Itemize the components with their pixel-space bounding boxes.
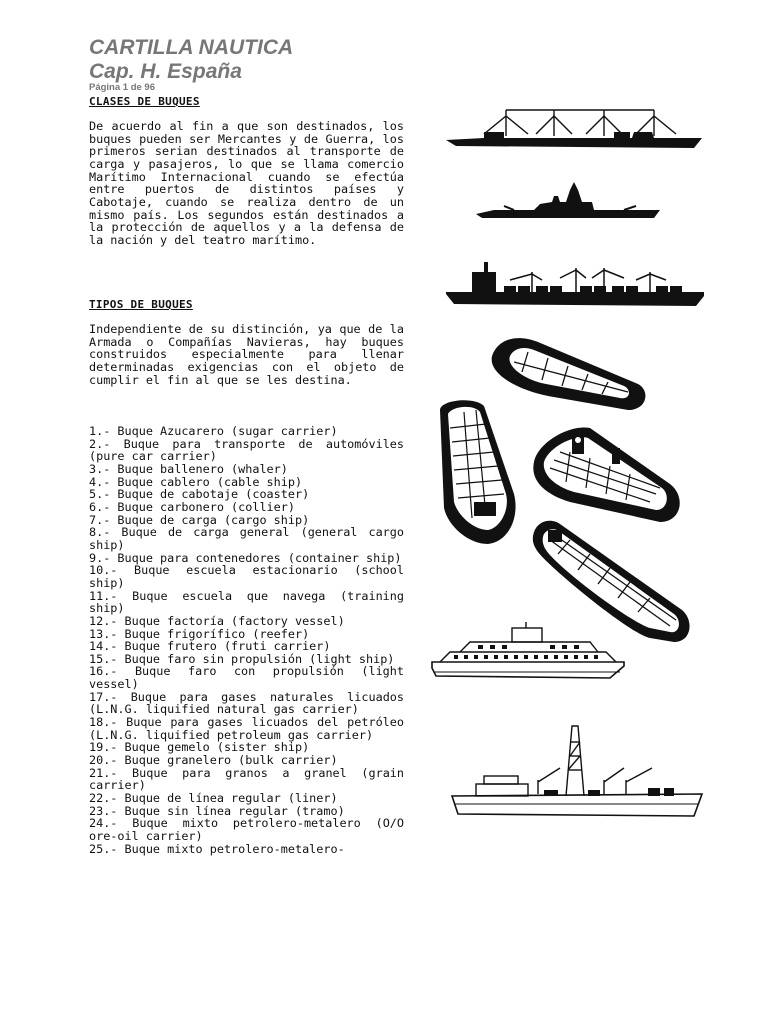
ship-type-item: 7.- Buque de carga (cargo ship) bbox=[89, 512, 310, 527]
ship-type-item: 2.- Buque para transporte de automóviles (pure car carrier) bbox=[89, 436, 404, 464]
ship-type-item: 24.- Buque mixto petrolero-metalero (O/O ore-oil carrier) bbox=[89, 816, 404, 843]
ship-type-item: 10.- Buque escuela estacionario (school ship) bbox=[89, 563, 404, 590]
ship-type-item: 13.- Buque frigorífico (reefer) bbox=[89, 626, 310, 641]
drilling-ship-illustration bbox=[448, 720, 704, 824]
ship-type-item: 16.- Buque faro con propulsión (light vessel) bbox=[89, 664, 404, 692]
ferry-side-view-illustration bbox=[430, 622, 626, 686]
warship-silhouette-illustration bbox=[474, 180, 662, 222]
ship-type-item: 18.- Buque para gases licuados del petróleo (L.N.G. liquified petroleum gas carrier) bbox=[89, 715, 404, 742]
ship-type-item: 20.- Buque granelero (bulk carrier) bbox=[89, 753, 338, 768]
ship-type-item: 21.- Buque para granos a granel (grain carrier) bbox=[89, 765, 404, 793]
ship-type-item: 15.- Buque faro sin propulsión (light ship) bbox=[89, 651, 395, 666]
ship-type-item: 12.- Buque factoría (factory vessel) bbox=[89, 613, 345, 628]
container-cargo-ship-illustration bbox=[444, 258, 706, 310]
passenger-ferry-illustration bbox=[530, 422, 686, 526]
ship-type-item: 19.- Buque gemelo (sister ship) bbox=[89, 740, 310, 755]
paragraph-clases: De acuerdo al fin a que son destinados, los buques pueden ser Mercantes y de Guerra, los primeros serian destinados al transporte de carga y pasajeros, lo que se llama comercio Marítimo Internacional cuando se efectúa entre puertos de distintos países y Cabotaje, cuando se realiza dentro de un mismo país. Los segundos están destinados a la protección de aquellos y a la defensa de la nación y del teatro marítimo. bbox=[89, 119, 404, 247]
page-indicator: Página 1 de 96 bbox=[89, 82, 156, 93]
ship-type-item: 1.- Buque Azucarero (sugar carrier) bbox=[89, 424, 338, 438]
document-subtitle: Cap. H. España bbox=[89, 60, 242, 83]
ship-type-item: 23.- Buque sin línea regular (tramo) bbox=[89, 803, 345, 818]
ship-type-item: 4.- Buque cablero (cable ship) bbox=[89, 474, 303, 489]
ship-type-item: 25.- Buque mixto petrolero-metalero- bbox=[89, 841, 345, 856]
ship-type-item: 3.- Buque ballenero (whaler) bbox=[89, 461, 288, 476]
ship-types-list bbox=[89, 425, 404, 855]
ship-type-item: 14.- Buque frutero (fruti carrier) bbox=[89, 639, 331, 654]
ship-type-item: 11.- Buque escuela que navega (training ship) bbox=[89, 588, 404, 616]
ship-type-item: 8.- Buque de carga general (general cargo ship) bbox=[89, 525, 404, 552]
section-heading-clases: CLASES DE BUQUES bbox=[89, 95, 200, 108]
ship-type-item: 6.- Buque carbonero (collier) bbox=[89, 499, 295, 514]
ship-type-item: 17.- Buque para gases naturales licuados (L.N.G. liquified natural gas carrier) bbox=[89, 689, 404, 717]
container-ship-top-view-illustration bbox=[434, 398, 520, 546]
ship-type-item: 22.- Buque de línea regular (liner) bbox=[89, 791, 338, 806]
document-title: CARTILLA NAUTICA bbox=[89, 36, 294, 59]
ship-type-item: 5.- Buque de cabotaje (coaster) bbox=[89, 487, 310, 502]
ship-type-item: 9.- Buque para contenedores (container ship) bbox=[89, 550, 402, 565]
cargo-ship-silhouette-illustration bbox=[444, 108, 706, 156]
paragraph-tipos: Independiente de su distinción, ya que de la Armada o Compañías Navieras, hay buques construidos especialmente para llenar determinadas exigencias con el objeto de cumplir el fin al que se les destina. bbox=[89, 322, 404, 387]
section-heading-tipos: TIPOS DE BUQUES bbox=[89, 298, 193, 311]
